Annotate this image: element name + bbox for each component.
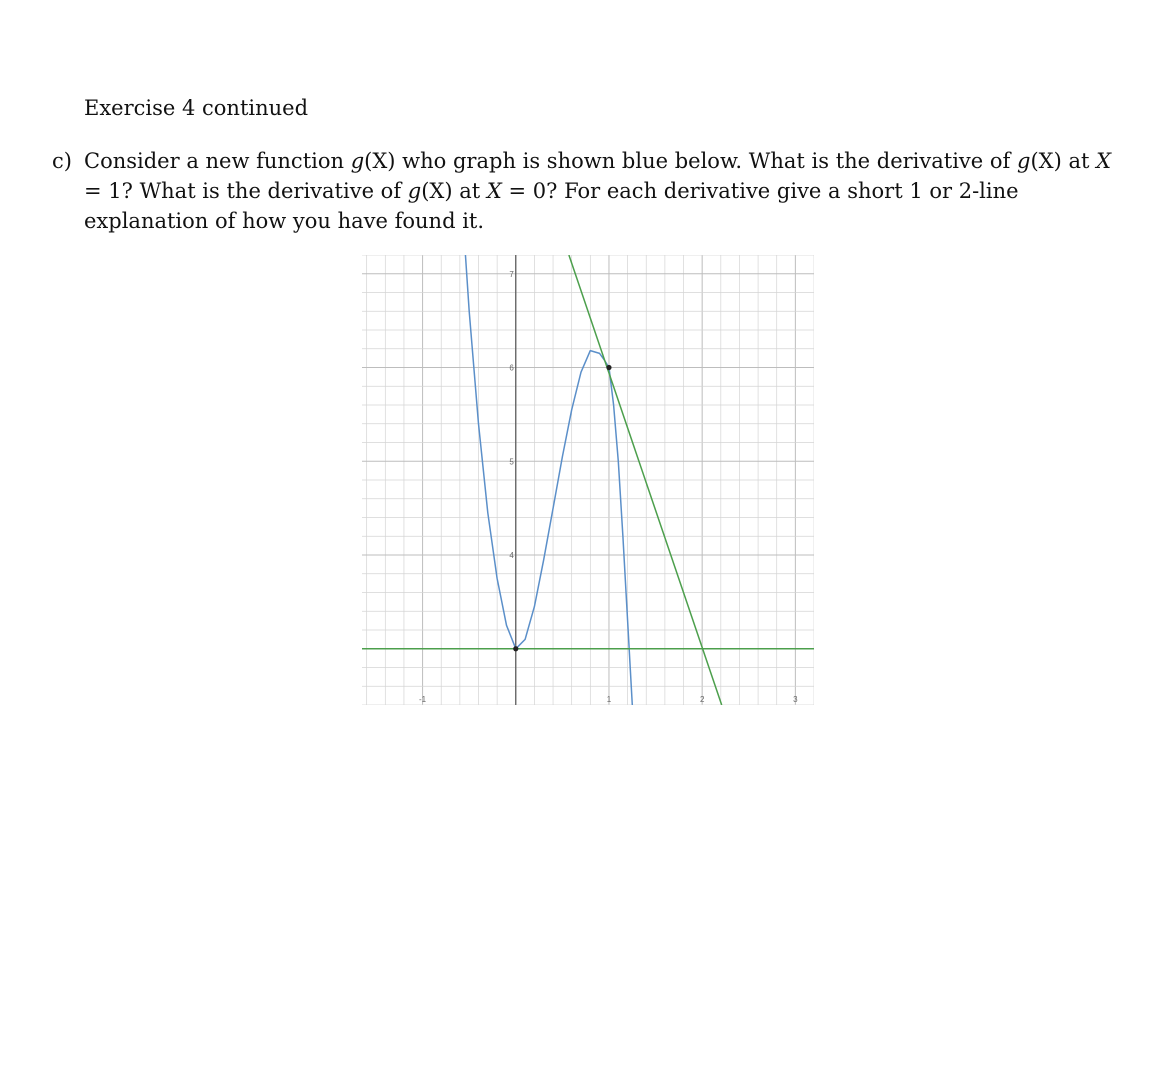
question-label: c) (52, 149, 72, 173)
y-tick-label: 4 (509, 551, 514, 560)
y-tick-label: 5 (509, 457, 514, 467)
y-tick-label: 6 (509, 363, 514, 373)
function-graph (362, 255, 814, 705)
tangent-point (606, 365, 611, 370)
x-tick-label: 3 (793, 695, 798, 704)
x-tick-label: -1 (419, 695, 427, 704)
exercise-heading: Exercise 4 continued (84, 96, 309, 120)
question-c (52, 146, 1112, 236)
y-tick-label: 7 (509, 269, 514, 279)
tangent-point (513, 646, 518, 651)
x-tick-label: 1 (606, 695, 612, 704)
question-text: Consider a new function g(X) who graph is shown blue below. What is the derivative of g(X) at X = 1? What is the derivative of g(X) at X = 0? For each derivative give a short 1 or 2-line explanation of how you have found it. (84, 149, 1112, 233)
x-tick-label: 2 (699, 695, 705, 704)
